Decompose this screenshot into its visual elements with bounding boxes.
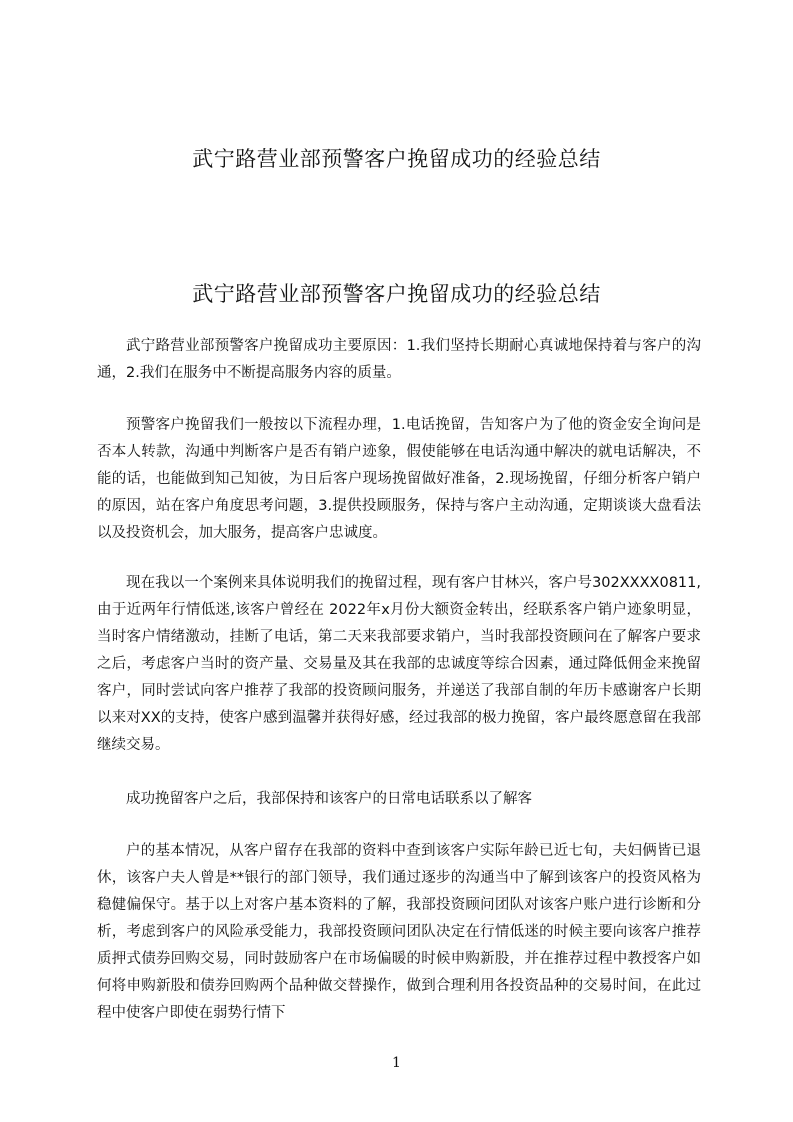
header-title: 武宁路营业部预警客户挽留成功的经验总结 (192, 147, 601, 171)
paragraph-process: 预警客户挽留我们一般按以下流程办理，1.电话挽留，告知客户为了他的资金安全询问是否本人转款，沟通中判断客户是否有销户迹象，假使能够在电话沟通中解决的就电话解决，不能的话，也能做到知己知彼，为日后客户现场挽留做好准备，2.现场挽留，仔细分析客户销户的原因，站在客户角度思考问题，3.提供投顾服务，保持与客户主动沟通，定期谈谈大盘看法以及投资机会，加大服务，提高客户忠诚度。 (97, 417, 701, 541)
paragraph-client-profile: 户的基本情况，从客户留存在我部的资料中查到该客户实际年龄已近七旬，夫妇俩皆已退休，该客户夫人曾是**银行的部门领导，我们通过逐步的沟通当中了解到该客户的投资风格为稳健偏保守。基于以上对客户基本资料的了解，我部投资顾问团队对该客户账户进行诊断和分析，考虑到客户的风险承受能力，我部投资顾问团队决定在行情低迷的时候主要向该客户推荐质押式债券回购交易，同时鼓励客户在市场偏暖的时候申购新股，并在推荐过程中教授客户如何将申购新股和债券回购两个品种做交替操作，做到合理利用各投资品种的交易时间，在此过程中使客户即使在弱势行情下 (97, 843, 701, 1021)
page-number: 1 (392, 1055, 401, 1071)
paragraph-reasons: 武宁路营业部预警客户挽留成功主要原因：1.我们坚持长期耐心真诚地保持着与客户的沟通，2.我们在服务中不断提高服务内容的质量。 (97, 338, 701, 381)
paragraph-case: 现在我以一个案例来具体说明我们的挽留过程，现有客户甘林兴，客户号302XXXX0811,由于近两年行情低迷,该客户曾经在 2022年x月份大额资金转出，经联系客户销户迹象明显，当时客户情绪激动，挂断了电话，第二天来我部要求销户，当时我部投资顾问在了解客户要求之后，考虑客户当时的资产量、交易量及其在我部的忠诚度等综合因素，通过降低佣金来挽留客户，同时尝试向客户推荐了我部的投资顾问服务，并递送了我部自制的年历卡感谢客户长期以来对XX的支持，使客户感到温馨并获得好感，经过我部的极力挽留，客户最终愿意留在我部继续交易。 (97, 575, 701, 753)
paragraph-followup: 成功挽留客户之后，我部保持和该客户的日常电话联系以了解客 (126, 791, 532, 807)
main-title: 武宁路营业部预警客户挽留成功的经验总结 (192, 282, 601, 306)
